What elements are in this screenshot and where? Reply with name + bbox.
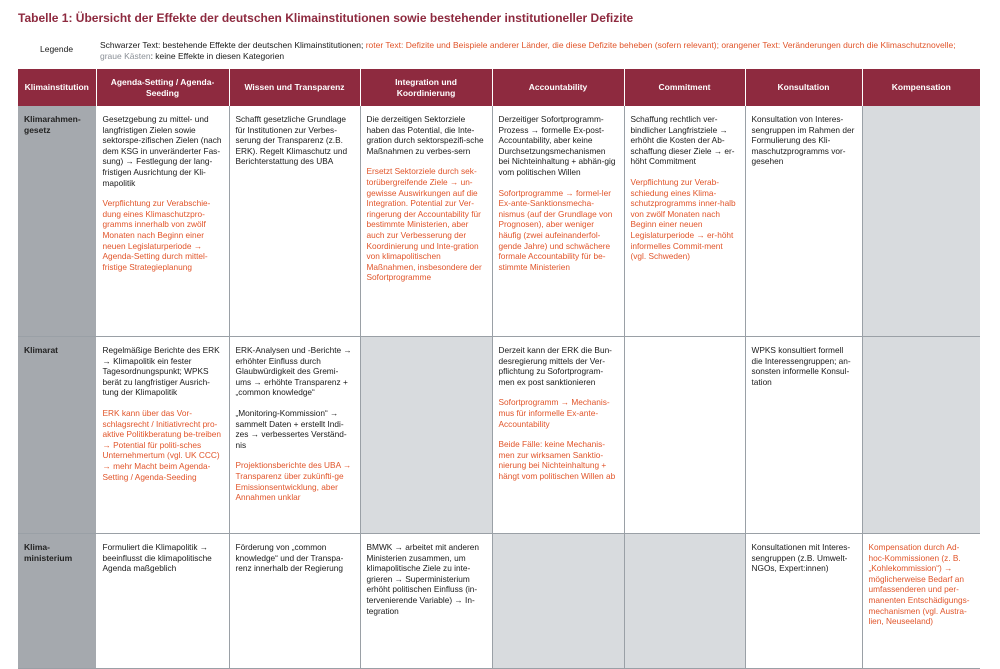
table-cell [360,534,492,669]
table-cell [624,337,745,534]
cell-text: Derzeitiger Sofortprogramm-Prozess → formelle Ex-post-Accountability, aber keine Durchsetzungsmechanismen bei Nichteinhaltung + abhän-gig vom politischen Willen [498,114,616,177]
legend-black: Schwarzer Text: bestehende Effekte der deutschen Klimainstitutionen; [100,40,366,50]
table-cell [360,106,492,337]
cell-text-red: Kompensation durch Ad-hoc-Kommissionen (z. B. „Kohlekommission“) → möglicherweise Bedarf an umfassenderen und per-manenten Entschädigungs-mechanismen (vgl. Austra-lien, Neuseeland) [868,542,970,627]
empty-cell [492,534,624,669]
legend-red: roter Text: Defizite und Beispiele anderer Länder, die diese Defizite beheben (sofern relevant); [365,40,722,50]
cell-text: Gesetzgebung zu mittel- und langfristigen Zielen sowie sektorspe-zifischen Zielen (nach dem KSG in unveränderter Fas-sung) → Festlegung der lang-fristigen Ausrichtung der Kli-mapolitik [102,114,222,188]
cell-text-red: Sofortprogramme → formel-ler Ex-ante-Sanktionsmecha-nismus (auf der Grundlage von Prognosen), aber weniger häufig (zwei aufeinanderfol-gende Jahre) und schwächere formale Accountability für be-stimmte Ministerien [498,187,613,272]
table-cell [492,106,624,337]
table-cell [96,106,229,337]
empty-cell [862,337,980,534]
institution-cell [18,337,96,534]
cell-text: „Monitoring-Kommission“ → sammelt Daten + erstellt Indi-zes → verbessertes Verständ-nis [235,407,347,450]
table-cell [96,337,229,534]
institution-cell [18,534,96,669]
cell-text-red: Sofortprogramm → Mechanis-mus für informelle Ex-ante-Accountability [498,397,610,429]
cell-text: Derzeit kann der ERK die Bun-desregierung mittels der Ver-pflichtung zu Sofortprogram-men ex post sanktionieren [498,345,612,387]
cell-text: WPKS konsultiert formell die Interessengruppen; an-sonsten informelle Konsul-tation [751,345,851,387]
header-kompensation: Kompensation [862,69,980,106]
cell-text: Schafft gesetzliche Grundlage für Institutionen zur Verbes-serung der Transparenz (z.B. ERK). Regelt Klimaschutz und Berichterstattung des UBA [235,114,348,167]
cell-text: BMWK → arbeitet mit anderen Ministerien zusammen, um klimapolitische Ziele zu inte-grieren → Superministerium erhöht politischen Einfluss (in-tervenierende Variable) → In-tegration [366,542,480,616]
header-integration: Integration und Koordinierung [360,69,492,106]
institution-label: Klimarat [24,345,59,355]
legend-grey: graue Kästen [100,51,151,61]
table-row [18,106,980,337]
header-row [18,69,980,106]
cell-text: Konsultation von Interes-sengruppen im Rahmen der Formulierung des Kli-maschutzprogramms vor-gesehen [751,114,855,167]
table-title: Tabelle 1: Übersicht der Effekte der deutschen Klimainstitutionen sowie bestehender institutioneller Defizite [18,11,634,25]
header-wissen-transparenz: Wissen und Transparenz [229,69,360,106]
header-klimainstitution: Klimainstitution [18,69,96,106]
cell-text: ERK-Analysen und -Berichte → erhöhter Einfluss durch Glaubwürdigkeit des Gremi-ums → erhöhte Transparenz + „common knowledge“ [235,345,352,398]
cell-text-red: Beide Fälle: keine Mechanis-men zur wirksamen Sanktio-nierung bei Nichteinhaltung + hängt vom politischen Willen ab [498,439,616,481]
table-row [18,337,980,534]
table-cell [96,534,229,669]
table-cell [492,337,624,534]
empty-cell [862,106,980,337]
cell-text: Konsultationen mit Interes-sengruppen (z.B. Umwelt-NGOs, Expert:innen) [751,542,851,574]
legend-grey-rest: : keine Effekte in diesen Kategorien [150,51,285,61]
cell-text: Die derzeitigen Sektorziele haben das Potential, die Inte-gration durch sektorspezifi-sche Maßnahmen zu verbes-sern [366,114,484,156]
effects-table [18,69,980,669]
cell-text: Regelmäßige Berichte des ERK → Klimapolitik ein fester Tagesordnungspunkt; WPKS berät zu langfristiger Ausrich-tung der Klimapolitik [102,345,220,398]
legend-label: Legende [40,44,74,54]
cell-text-red: Projektionsberichte des UBA → Transparenz über zukünfti-ge Emissionsentwicklung, aber Annahmen unklar [235,460,352,503]
table-cell [862,534,980,669]
institution-label: Klimarahmen- gesetz [24,114,81,135]
institution-label: Klima- ministerium [24,542,73,563]
institution-cell [18,106,96,337]
header-commitment: Commitment [624,69,745,106]
table-cell [229,106,360,337]
table-cell [745,337,862,534]
table-cell [229,534,360,669]
table-cell [624,106,745,337]
cell-text-red: Ersetzt Sektorziele durch sek-torübergreifende Ziele → un-gewisse Auswirkungen auf die Integration. Potential zur Ver-ringerung der Accountability für bestimmte Ministerien, aber auch zur Verbesserung der Koordinierung und Inte-gration von klimapolitischen Maßnahmen, insbesondere der Sofortprogramme [366,166,482,283]
table-cell [229,337,360,534]
header-accountability: Accountability [492,69,624,106]
cell-text-red: ERK kann über das Vor-schlagsrecht / Initiativrecht pro-aktive Politikberatung be-treiben → Potential für politi-sches Unternehmertum (vgl. UK CCC) → mehr Macht beim Agenda-Setting / Agenda-Seeding [102,407,222,482]
header-agenda-setting: Agenda-Setting / Agenda-Seeding [96,69,229,106]
table-cell [745,106,862,337]
empty-cell [360,337,492,534]
legend-orange: orangener Text: Veränderungen durch die Klimaschutznovelle; [721,40,956,50]
header-konsultation: Konsultation [745,69,862,106]
cell-text-red: Verpflichtung zur Verab-schiedung eines Klima-schutzprogramms inner-halb von zwölf Monaten nach Beginn einer neuen Legislaturperiode → er-höht informelles Commit-ment (vgl. Schweden) [630,176,736,262]
legend-text [100,40,970,62]
empty-cell [624,534,745,669]
cell-text: Förderung von „common knowledge“ und der Transpa-renz innerhalb der Regierung [235,542,344,574]
cell-text: Schaffung rechtlich ver-bindlicher Langfristziele → erhöht die Kosten der Ab-schaffung dieser Ziele → er-höht Commitment [630,114,735,167]
table-row [18,534,980,669]
cell-text-red: Verpflichtung zur Verabschie-dung eines Klimaschutzpro-gramms innerhalb von zwölf Monaten nach Beginn einer neuen Legislaturperiode → Agenda-Setting durch mittel-fristige Strategieplanung [102,198,211,272]
cell-text: Formuliert die Klimapolitik → beeinflusst die klimapolitische Agenda maßgeblich [102,542,212,574]
table-cell [745,534,862,669]
